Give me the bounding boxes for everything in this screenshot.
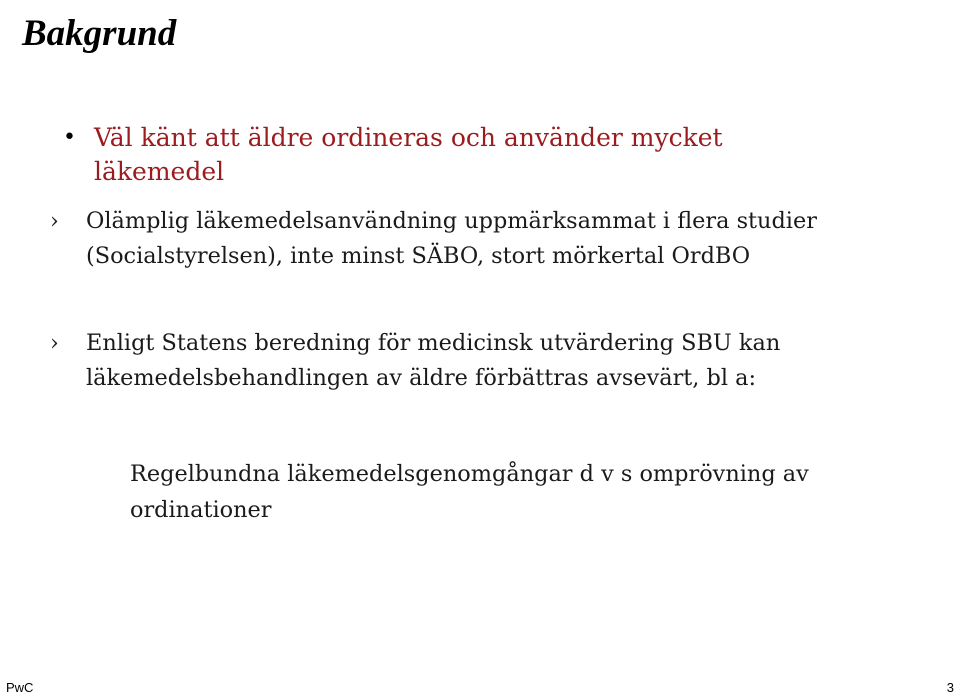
- slide-title: Bakgrund: [22, 13, 177, 54]
- subpoint-sbu: [50, 326, 910, 396]
- chevron-right-icon: ›: [50, 331, 59, 356]
- indented-text: Regelbundna läkemedelsgenomgångar d v s omprövning av ordinationer: [130, 461, 809, 523]
- main-bullet: [63, 121, 856, 189]
- subpoint-socialstyrelsen: [50, 204, 910, 274]
- subpoint-text: Olämplig läkemedelsanvändning uppmärksammat i flera studier (Socialstyrelsen), inte minst SÄBO, stort mörkertal OrdBO: [86, 208, 817, 269]
- footer-brand: PwC: [6, 680, 34, 695]
- main-bullet-text: Väl känt att äldre ordineras och använder mycket läkemedel: [94, 123, 723, 186]
- page-number: 3: [946, 680, 954, 695]
- subpoint-text: Enligt Statens beredning för medicinsk utvärdering SBU kan läkemedelsbehandlingen av äldre förbättras avsevärt, bl a:: [86, 330, 781, 391]
- bullet-dot-icon: •: [63, 125, 76, 150]
- chevron-right-icon: ›: [50, 209, 59, 234]
